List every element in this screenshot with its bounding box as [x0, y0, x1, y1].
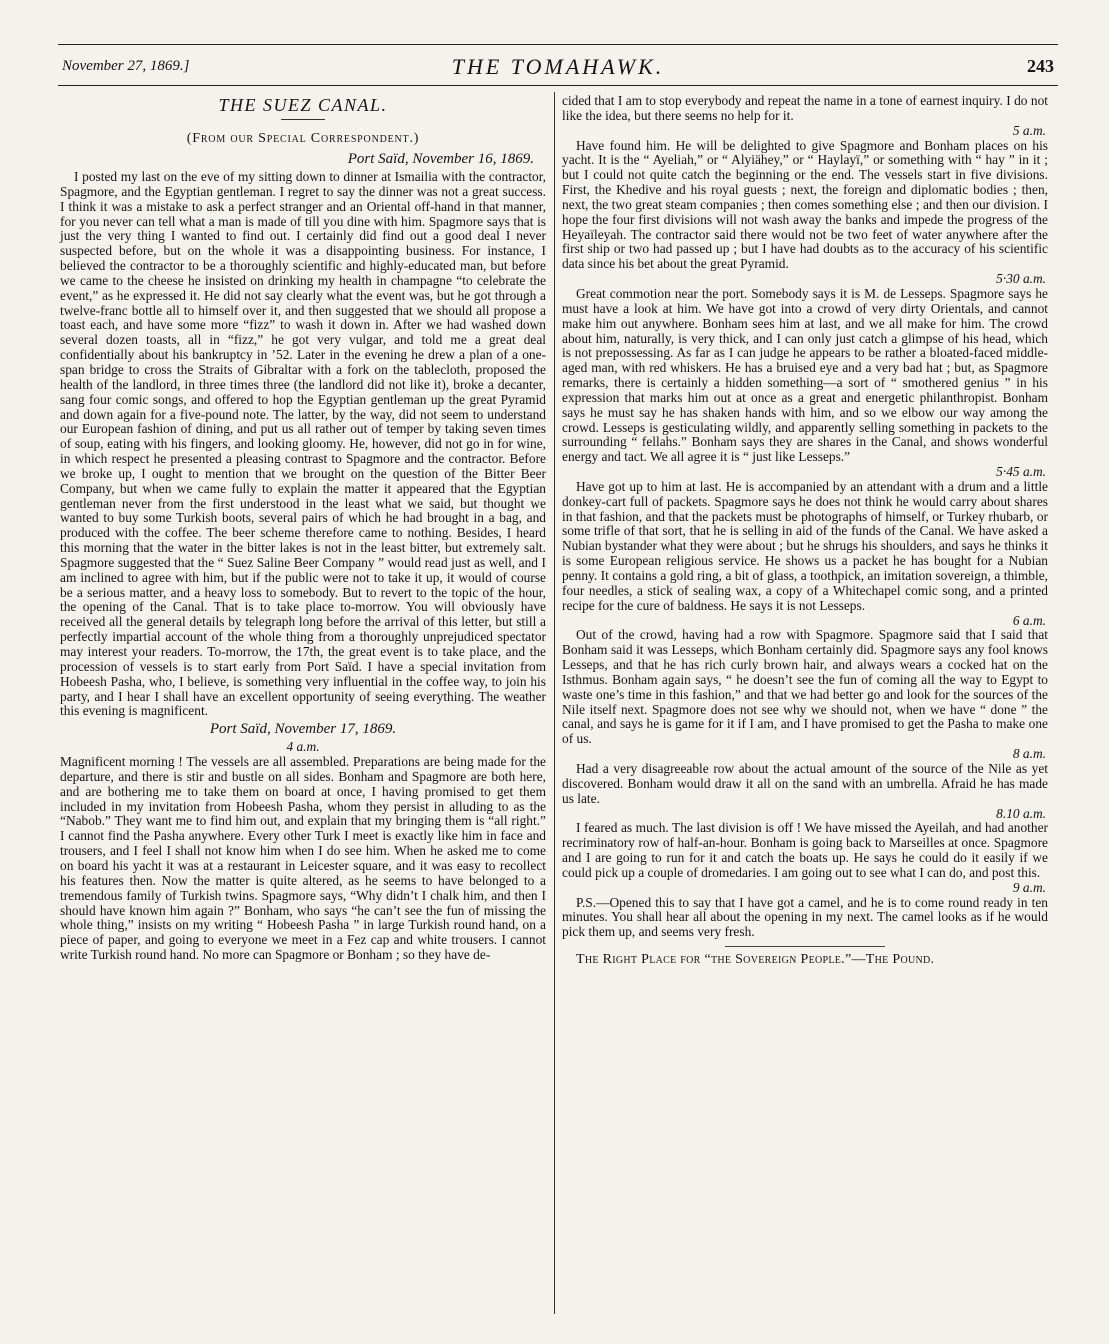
- article-title: THE SUEZ CANAL.: [218, 95, 388, 115]
- time-4am: 4 a.m.: [286, 739, 320, 755]
- column-left: [60, 94, 546, 963]
- separator-rule: [725, 946, 885, 947]
- paragraph: Out of the crowd, having had a row with Spagmore. Spagmore said that I said that Bonham said it was Lesseps, which Bonham certainly did. Spagmore says any fool knows Lesseps, and that he has rich curly brown hair, and always wears a cocked hat on the Isthmus. Bonham again says, “ he doesn’t see the fun of coming all the way to Egypt to waste one’s time in this fashion,” and that we had better go and look for the sources of the Nile itself next. Spagmore does not see why we should not, when we have “ done ” the canal, and says he is game for it if I am, and I have promised to get the Pasha to make one of us.: [562, 627, 1048, 747]
- page-header: [58, 44, 1058, 86]
- paragraph: Have got up to him at last. He is accompanied by an attendant with a drum and a little donkey-cart full of packets. Spagmore says he does not think he would carry about shares in that fashion, and that the packets must be photographs of himself, or Turkey rhubarb, or some trifle of that sort, that he is selling in aid of the funds of the Canal. We have asked a Nubian bystander what they were about ; but he shrugs his shoulders, and says he thinks it is some European religious service. He shows us a packet he has bought for a Nubian penny. It contains a gold ring, a bit of glass, a toothpick, an imitation sovereign, a thimble, four needles, a stick of sealing wax, a copy of a Whitechapel comic song, and a printed recipe for the cure of baldness. He says it is not Lesseps.: [562, 478, 1048, 613]
- issue-date: November 27, 1869.]: [62, 58, 190, 74]
- title-rule: [281, 119, 325, 120]
- paragraph: I posted my last on the eve of my sitting down to dinner at Ismailia with the contractor, Spagmore, and the Egyptian gentleman. I regret to say the dinner was not a great success. I think it was a mistake to ask a perfect stranger and an Oriental off-hand in that manner, for you never can tell what a man is made of till you dine with him. Spagmore says that is just the very thing I wanted to find out. I certainly did find out a good deal I never suspected before, but on the whole it was a disappointing business. For instance, I believed the contractor to be a thoroughly scientific and highly-educated man, but before we came to the cheese he insisted on drinking my health in champagne “to celebrate the event,” as he expressed it. He did not say clearly what the event was, but he got through a twelve-franc bottle all to himself over it, and then suggested that we should all propose a toast each, and have some more “fizz” to wash it down in. After we had washed down several dozen toasts, all in “fizz,” he got very vulgar, and told me a great deal confidentially about his bankruptcy in ’52. Later in the evening he drew a plan of a one-span bridge to cross the Straits of Gibraltar with a fork on the tablecloth, proposed the health of the landlord, in three times three (the landlord did not like it), broke a decanter, sang four comic songs, and offered to hop the Egyptian gentleman up the great Pyramid and down again for a five-pound note. The latter, by the way, did not seem to understand our European fashion of dining, and put us all rather out of temper by taking seven times of soup, eating with his fingers, and looking gloomy. He, however, did not go in for wine, in which respect he presented a pleasing contrast to Spagmore and the contractor. Before we broke up, I ought to mention that we brought on the question of the Bitter Beer Company, but when we came fully to explain the matter it appeared that the Egyptian gentleman never from the first understood in the least what we said, but thought we wanted to buy some Turkish boots, several pairs of which he had brought in a bag, and produced with the coffee. The beer scheme therefore came to nothing. Besides, I heard this morning that the water in the bitter lakes is not in the least bitter, but extremely salt. Spagmore suggested that the “ Suez Saline Beer Company ” would read just as well, and I am inclined to agree with him, but if the public were not to take it up, it would of course be a serious matter, and a heavy loss to somebody. But to revert to the topic of the hour, the opening of the Canal. That is to take place to-morrow. You will obviously have received all the general details by telegraph long before the arrival of this letter, but still a perfectly impartial account of the whole thing from a thoroughly unprejudiced spectator may interest your readers. To-morrow, the 17th, the great event is to take place, and the procession of vessels is to start early from Port Saïd. I have a special invitation from Hobeesh Pasha, who, I believe, is something very influential in the coffee way, to join his party, and I hear I shall have an excellent opportunity of seeing everything. The weather this evening is magnificent.: [60, 169, 546, 719]
- column-divider: [554, 92, 555, 1314]
- paragraph: I feared as much. The last division is off ! We have missed the Ayeilah, and had another recriminatory row of half-an-hour. Bonham is going back to Marseilles at once. Spagmore and I are going to run for it and catch the boats up. He says he could do it easily if we could pick up a couple of dromedaries. I am going out to see what I can do, and post this.: [562, 820, 1048, 880]
- time-530am: 5·30 a.m.: [996, 271, 1046, 287]
- filler-item: The Right Place for “the Sovereign People.”—The Pound.: [576, 952, 935, 968]
- time-5am: 5 a.m.: [1012, 122, 1046, 138]
- paragraph-continued: cided that I am to stop everybody and repeat the name in a tone of earnest inquiry. I do not like the idea, but there seems no help for it.: [562, 93, 1048, 123]
- time-8am: 8 a.m.: [1012, 746, 1046, 762]
- time-9am: 9 a.m.: [1012, 879, 1046, 895]
- paragraph: Great commotion near the port. Somebody says it is M. de Lesseps. Spagmore says he must have a look at him. We have got into a crowd of very dirty Orientals, and cannot make him out anywhere. Bonham sees him at last, and we all make for him. The crowd about him, naturally, is very thick, and I can only just catch a glimpse of his head, which is not prepossessing. As far as I can judge he appears to be rather a bloated-faced middle-aged man, with red whiskers. He has a bruised eye and a very bad hat ; but, as Spagmore remarks, there is certainly a hidden something—a sort of “ smothered genius ” in his expression that marks him out at once as a great and energetic philanthropist. Bonham says he must say he has shaken hands with him, and so we elbow our way among the crowd. Lesseps is gesticulating wildly, and apparently selling something in packets to the surrounding “ fellahs.” Bonham says they are shares in the Canal, and shows wonderful energy and tact. We all agree it is “ just like Lesseps.”: [562, 285, 1048, 465]
- masthead: THE TOMAHAWK.: [451, 54, 665, 79]
- time-810am: 8.10 a.m.: [996, 805, 1046, 821]
- postscript: P.S.—Opened this to say that I have got a camel, and he is to come round ready in ten minutes. You shall hear all about the opening in my next. The camel looks as if he would pick them up, and seems very fresh.: [562, 894, 1048, 940]
- article-subtitle: (From our Special Correspondent.): [186, 131, 420, 146]
- paragraph: Had a very disagreeable row about the actual amount of the source of the Nile as yet discovered. Bonham would draw it all on the sand with an umbrella. Afraid he has made us late.: [562, 760, 1048, 806]
- dateline-nov-16: Port Saïd, November 16, 1869.: [347, 151, 534, 167]
- time-545am: 5·45 a.m.: [996, 464, 1046, 480]
- paragraph: Magnificent morning ! The vessels are all assembled. Preparations are being made for the departure, and there is stir and bustle on all sides. Bonham and Spagmore are both here, and are bothering me to take them on board at once, I having promised to get them included in my invitation from Hobeesh Pasha, whom they persist in alluding to as the “Nabob.” They want me to find him out, and explain that my bringing them is “all right.” I cannot find the Pasha anywhere. Every other Turk I meet is exactly like him in face and trousers, and I feel I shall not know him when I do see him. When he asked me to come on board his yacht it was at a restaurant in Leicester square, and it was easy to recollect his features then. Now the matter is quite altered, as he seems to have belonged to a tremendous family of Turkish twins. Spagmore says, “Why didn’t I chalk him, and then I should have known him again ?” Bonham, who says “he can’t see the fun of missing the whole thing,” insists on my writing “ Hobeesh Pasha ” in large Turkish round hand, on a piece of paper, and going to everyone we meet in a Fez cap and white trousers. I cannot write Turkish round hand. No more can Spagmore or Bonham ; so they have de-: [60, 754, 546, 963]
- dateline-nov-17: Port Saïd, November 17, 1869.: [209, 721, 397, 738]
- page-number: 243: [1027, 56, 1054, 76]
- time-6am: 6 a.m.: [1012, 612, 1046, 628]
- paragraph: Have found him. He will be delighted to give Spagmore and Bonham places on his yacht. It is the “ Ayeliah,” or “ Alyiähey,” or “ Haylayï,” or something with “ hay ” in it ; but I could not quite catch the beginning or the end. The vessels start in five divisions. First, the Khedive and his royal guests ; next, the foreign and diplomatic bodies ; then, next, the two great steam companies ; then comes something else ; and then our division. I hope the four first divisions will not wash away the banks and impede the progress of the Heyaïleyah. The contractor said there would not be two feet of water anywhere after the first ship or two had passed up ; but I have had doubts as to the accuracy of his scientific data since his bet about the great Pyramid.: [562, 137, 1048, 272]
- column-right: [562, 94, 1048, 967]
